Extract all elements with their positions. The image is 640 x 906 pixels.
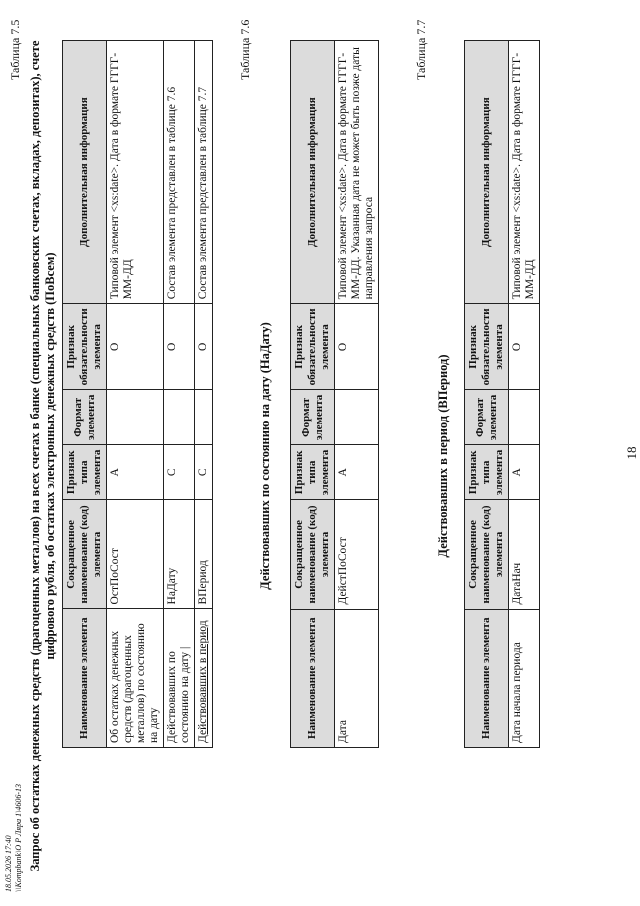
col-header-name: Наименование элемента (291, 609, 335, 747)
cell-code: ВПериод (195, 500, 213, 609)
col-header-required: Признак обязательности элемента (465, 304, 509, 390)
footer-rotated (0, 266, 160, 906)
cell-name: Действовавших по состоянию на дату | (164, 609, 195, 748)
cell-name: Дата начала периода (509, 609, 540, 747)
cell-name: Действовавших в период (195, 609, 213, 748)
col-header-required: Признак обязательности элемента (291, 304, 335, 390)
cell-code: НаДату (164, 500, 195, 609)
col-header-name: Наименование элемента (465, 609, 509, 747)
cell-name: Об остатках денежных средств (драгоценных металлов) по состоянию на дату (107, 609, 164, 748)
cell-required: О (107, 304, 164, 390)
cell-info: Типовой элемент <xs:date>. Дата в формате ГГГГ-ММ-ДД (509, 41, 540, 304)
col-header-format: Формат элемента (465, 390, 509, 445)
cell-type: С (195, 445, 213, 500)
cell-required: О (335, 304, 379, 390)
table-7-6-subtitle: Действовавших по состоянию на дату (НаДату) (258, 322, 272, 590)
col-header-type: Признак типа элемента (465, 445, 509, 500)
print-footer (4, 784, 24, 892)
cell-type: А (509, 445, 540, 500)
table-7-6-label: Таблица 7.6 (238, 19, 252, 80)
cell-format (164, 390, 195, 445)
col-header-code: Сокращенное наименование (код) элемента (291, 500, 335, 609)
col-header-name: Наименование элемента (63, 609, 107, 748)
table-7-5-label: Таблица 7.5 (8, 19, 22, 80)
table-7-7-label: Таблица 7.7 (414, 19, 428, 80)
table-row (335, 41, 379, 748)
cell-type: А (107, 445, 164, 500)
col-header-format: Формат элемента (291, 390, 335, 445)
cell-format (195, 390, 213, 445)
table-header-row (291, 41, 335, 748)
col-header-info: Дополнительная информация (291, 41, 335, 304)
table-7-7-subtitle: Действовавших в период (ВПериод) (436, 354, 450, 558)
cell-info: Типовой элемент <xs:date>. Дата в формате ГГГГ-ММ-ДД (107, 41, 164, 304)
cell-type: С (164, 445, 195, 500)
cell-type: А (335, 445, 379, 500)
footer-path: \\Kompbank\О Р Ляра 1\4606-13 (14, 783, 23, 892)
col-header-required: Признак обязательности элемента (63, 304, 107, 390)
cell-required: О (509, 304, 540, 390)
col-header-format: Формат элемента (63, 390, 107, 445)
cell-info: Состав элемента представлен в таблице 7.6 (164, 41, 195, 304)
table-row (509, 41, 540, 748)
table-row (164, 41, 195, 748)
cell-format (509, 390, 540, 445)
col-header-info: Дополнительная информация (465, 41, 509, 304)
page-number: 18 (624, 446, 639, 460)
cell-format (335, 390, 379, 445)
col-header-type: Признак типа элемента (63, 445, 107, 500)
table-7-7 (464, 40, 540, 748)
cell-info: Типовой элемент <xs:date>. Дата в формате ГГГГ-ММ-ДД. Указанная дата не может быть позже даты направления запроса (335, 41, 379, 304)
table-row (195, 41, 213, 748)
cell-required: О (195, 304, 213, 390)
footer-timestamp: 18.05.2026 17:40 (4, 835, 13, 892)
cell-name: Дата (335, 609, 379, 747)
cell-code: ОстПоСост (107, 500, 164, 609)
col-header-type: Признак типа элемента (291, 445, 335, 500)
table-7-6 (290, 40, 379, 748)
table-header-row (465, 41, 509, 748)
cell-required: О (164, 304, 195, 390)
cell-info: Состав элемента представлен в таблице 7.7 (195, 41, 213, 304)
cell-code: ДатаНач (509, 500, 540, 609)
col-header-code: Сокращенное наименование (код) элемента (465, 500, 509, 609)
document-title: Запрос об остатках денежных средств (драгоценных металлов) на всех счетах в банке (специальных банковских счетах, вкладах, депозитах), счете цифрового рубля, об остатках электронных денежных средств (ПоВсем) (28, 40, 57, 872)
cell-code: ДейстПоСост (335, 500, 379, 609)
col-header-code: Сокращенное наименование (код) элемента (63, 500, 107, 609)
col-header-info: Дополнительная информация (63, 41, 107, 304)
